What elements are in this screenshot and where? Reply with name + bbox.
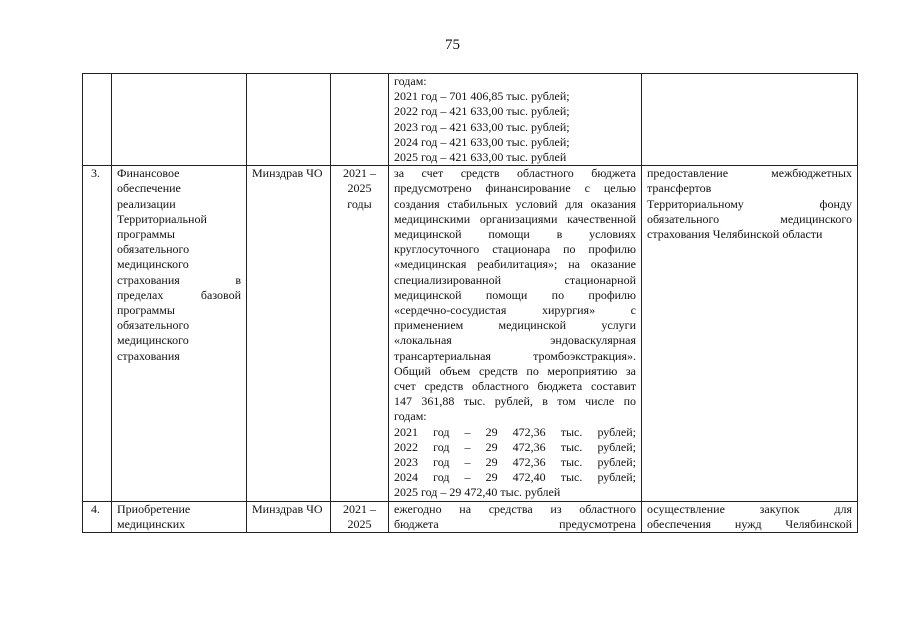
- cell-line: 2025 год – 29 472,40 тыс. рублей: [394, 485, 561, 500]
- period-cell: [331, 166, 389, 501]
- measures-table: [82, 73, 858, 533]
- cell-line: 2021 год – 29 472,36 тыс. рублей;: [394, 424, 636, 439]
- cell-line: 2021 –: [343, 166, 376, 181]
- row-number-cell: 4.: [83, 501, 112, 532]
- cell-line: предусмотрено финансирование с целью: [394, 181, 636, 196]
- result-cell: [642, 74, 858, 166]
- cell-line: 2022 год – 421 633,00 тыс. рублей;: [394, 104, 570, 119]
- table-row: [83, 74, 858, 166]
- cell-line: годам:: [394, 74, 427, 88]
- cell-line: 2021 –: [343, 501, 376, 516]
- executor-cell: Минздрав ЧО: [247, 501, 331, 532]
- cell-line: бюджета предусмотрена: [394, 516, 636, 531]
- cell-line: Общий объем средств по мероприятию за: [394, 363, 636, 378]
- cell-line: «локальная эндоваскулярная: [394, 333, 636, 348]
- result-cell: [642, 166, 858, 501]
- cell-line: 2022 год – 29 472,36 тыс. рублей;: [394, 439, 636, 454]
- cell-line: обеспечения нужд Челябинской: [647, 516, 852, 531]
- cell-line: медицинской помощи по профилю: [394, 287, 636, 302]
- cell-line: программы: [117, 227, 175, 242]
- cell-line: 2023 год – 421 633,00 тыс. рублей;: [394, 119, 570, 134]
- cell-line: за счет средств областного бюджета: [394, 166, 636, 181]
- cell-line: специализированной стационарной: [394, 272, 636, 287]
- cell-line: «медицинская реабилитация»; на оказание: [394, 257, 636, 272]
- cell-line: ежегодно на средства из областного: [394, 501, 636, 516]
- cell-line: годам:: [394, 409, 427, 424]
- cell-line: осуществление закупок для: [647, 501, 852, 516]
- cell-line: создания стабильных условий для оказания: [394, 196, 636, 211]
- cell-line: страхования в: [117, 272, 241, 287]
- cell-line: обеспечение: [117, 181, 181, 196]
- cell-line: трансфертов: [647, 181, 712, 196]
- cell-line: Территориальному фонду: [647, 196, 852, 211]
- cell-line: 2025 год – 421 633,00 тыс. рублей: [394, 150, 567, 165]
- cell-line: медицинского: [117, 257, 189, 272]
- row-number-cell: 3.: [83, 166, 112, 501]
- executor-cell: [247, 74, 331, 166]
- cell-line: обязательного медицинского: [647, 211, 852, 226]
- measure-name-cell: [112, 166, 247, 501]
- cell-line: медицинской помощи в условиях: [394, 227, 636, 242]
- cell-line: «сердечно-сосудистая хирургия» с: [394, 303, 636, 318]
- cell-line: 2025: [347, 516, 372, 531]
- cell-line: Финансовое: [117, 166, 180, 181]
- cell-line: трансартериальная тромбоэкстракция».: [394, 348, 636, 363]
- cell-line: 2021 год – 701 406,85 тыс. рублей;: [394, 89, 570, 104]
- period-cell: [331, 501, 389, 532]
- cell-line: пределах базовой: [117, 287, 241, 302]
- cell-line: медицинскими организациями качественной: [394, 211, 636, 226]
- cell-line: 147 361,88 тыс. рублей, в том числе по: [394, 394, 636, 409]
- content-cell: [389, 501, 642, 532]
- cell-line: круглосуточного стационара по профилю: [394, 242, 636, 257]
- cell-line: медицинских: [117, 516, 186, 531]
- content-cell: [389, 166, 642, 501]
- row-number-cell: [83, 74, 112, 166]
- executor-cell: Минздрав ЧО: [247, 166, 331, 501]
- cell-line: обязательного: [117, 242, 190, 257]
- cell-line: применением медицинской услуги: [394, 318, 636, 333]
- table-row: [83, 501, 858, 532]
- cell-line: 2025: [347, 181, 372, 196]
- cell-line: счет средств областного бюджета составит: [394, 379, 636, 394]
- table-row: [83, 166, 858, 501]
- cell-line: Территориальной: [117, 211, 207, 226]
- measure-name-cell: [112, 74, 247, 166]
- cell-line: предоставление межбюджетных: [647, 166, 852, 181]
- cell-line: страхования: [117, 348, 180, 363]
- cell-line: реализации: [117, 196, 176, 211]
- cell-line: медицинского: [117, 333, 189, 348]
- cell-line: программы: [117, 303, 175, 318]
- page-number: 75: [445, 37, 460, 53]
- result-cell: [642, 501, 858, 532]
- cell-line: Приобретение: [117, 501, 191, 516]
- cell-line: обязательного: [117, 318, 190, 333]
- cell-line: 2024 год – 29 472,40 тыс. рублей;: [394, 470, 636, 485]
- period-cell: [331, 74, 389, 166]
- cell-line: 2024 год – 421 633,00 тыс. рублей;: [394, 134, 570, 149]
- cell-line: страхования Челябинской области: [647, 227, 823, 242]
- cell-line: 2023 год – 29 472,36 тыс. рублей;: [394, 455, 636, 470]
- cell-line: годы: [347, 196, 372, 211]
- content-cell: [389, 74, 642, 166]
- measure-name-cell: [112, 501, 247, 532]
